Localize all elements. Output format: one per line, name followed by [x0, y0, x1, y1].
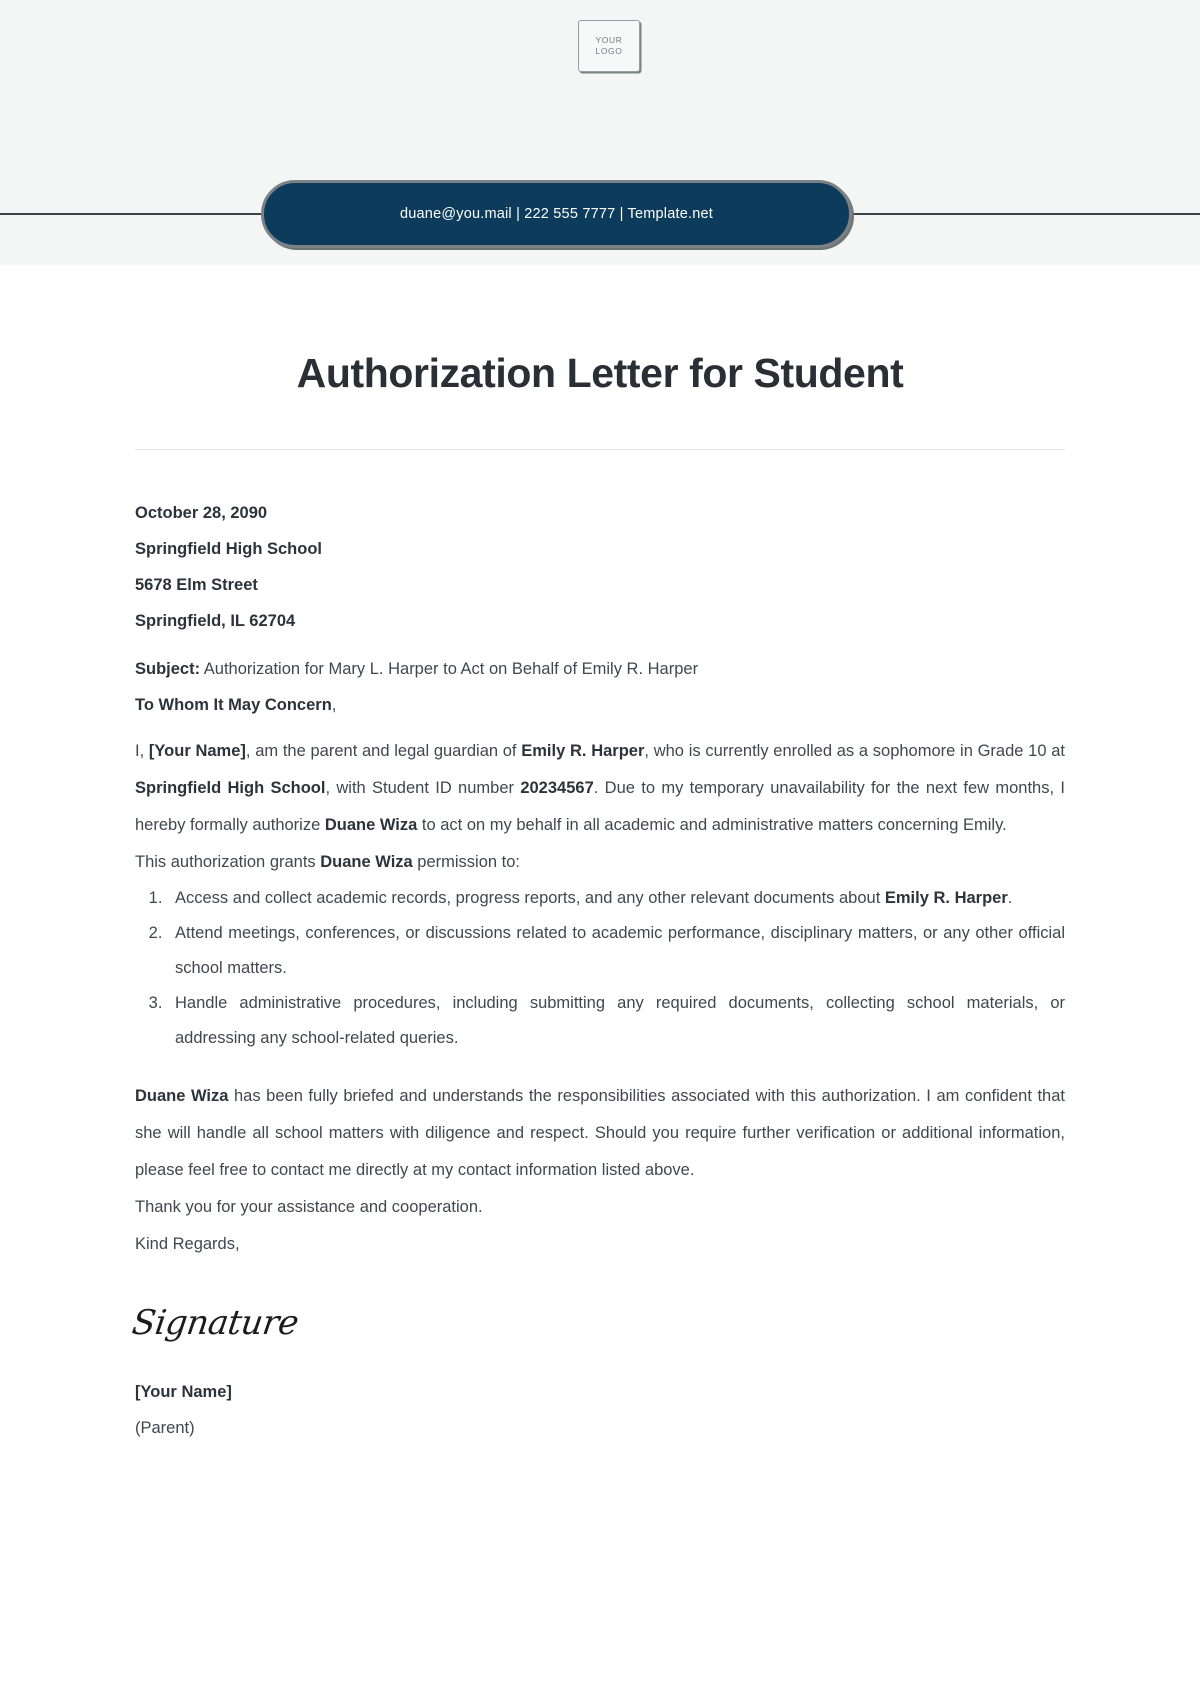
- thanks-line: Thank you for your assistance and cooperation.: [135, 1198, 483, 1216]
- para1-seg3: , who is currently enrolled as a sophomore in Grade 10 at: [644, 742, 1066, 760]
- para1-student-id: 20234567: [520, 779, 594, 797]
- grants-intro-line: [135, 844, 1065, 881]
- para2-authorized-person: Duane Wiza: [135, 1087, 229, 1105]
- recipient-organization: Springfield High School: [135, 540, 322, 558]
- permission-2-text: Attend meetings, conferences, or discussions related to academic performance, disciplinary matters, or any other official school matters.: [175, 924, 1065, 977]
- logo-line-1: YOUR: [595, 35, 623, 45]
- permission-1-tail: .: [1007, 889, 1013, 907]
- subject-line: [135, 651, 1065, 687]
- address-block: [135, 495, 1065, 639]
- recipient-street: 5678 Elm Street: [135, 576, 258, 594]
- permission-1-text: Access and collect academic records, progress reports, and any other relevant documents about: [175, 889, 885, 907]
- para1-seg6: to act on my behalf in all academic and administrative matters concerning Emily.: [417, 816, 1007, 834]
- signature-area: [129, 1263, 1065, 1347]
- salutation-bold: To Whom It May Concern: [135, 696, 332, 714]
- signature-script: Signature: [129, 1303, 301, 1343]
- para1-seg1: I,: [135, 742, 149, 760]
- grants-seg2: permission to:: [412, 853, 521, 871]
- opening-paragraph: [135, 733, 1065, 844]
- para2-text: has been fully briefed and understands the responsibilities associated with this authorization. I am confident that she will handle all school matters with diligence and respect. Should you require further verification or additional information, please feel free to contact me directly at my contact information listed above.: [135, 1087, 1065, 1179]
- grants-seg1: This authorization grants: [135, 853, 321, 871]
- para1-seg4: , with Student ID number: [325, 779, 521, 797]
- para1-school-name: Springfield High School: [135, 779, 326, 797]
- grants-person-name: Duane Wiza: [320, 853, 413, 871]
- subject-label: Subject:: [135, 660, 201, 678]
- logo-line-2: LOGO: [595, 46, 623, 56]
- letterhead-header: [0, 0, 1200, 265]
- subject-text: Authorization for Mary L. Harper to Act on Behalf of Emily R. Harper: [200, 660, 699, 678]
- list-item: [167, 986, 1065, 1056]
- recipient-city-state-zip: Springfield, IL 62704: [135, 612, 296, 630]
- contact-info-banner: [261, 180, 852, 248]
- list-item: [167, 916, 1065, 986]
- list-item: [167, 881, 1065, 916]
- permission-1-bold: Emily R. Harper: [884, 889, 1008, 907]
- your-logo-placeholder: [578, 20, 640, 72]
- para1-authorized-person: Duane Wiza: [324, 816, 418, 834]
- para1-seg2: , am the parent and legal guardian of: [245, 742, 522, 760]
- salutation-comma: ,: [331, 696, 337, 714]
- signer-role: (Parent): [135, 1419, 195, 1437]
- salutation: [135, 687, 1065, 723]
- letter-body: [129, 450, 1066, 1445]
- signer-name: [Your Name]: [135, 1383, 232, 1401]
- para1-seg5: . Due to my temporary unavailability for the next few months, I hereby formally authorize: [135, 779, 1065, 834]
- paragraph-spacer: [135, 1056, 1065, 1078]
- closing-paragraph: [135, 1078, 1065, 1189]
- page-title: Authorization Letter for Student: [296, 350, 904, 396]
- contact-info-text: duane@you.mail | 222 555 7777 | Template.net: [400, 206, 713, 222]
- permission-3-text: Handle administrative procedures, including submitting any required documents, collecting school materials, or addressing any school-related queries.: [175, 994, 1065, 1047]
- para1-your-name: [Your Name]: [148, 742, 246, 760]
- para1-student-name: Emily R. Harper: [521, 742, 645, 760]
- letter-page: [0, 265, 1200, 1445]
- letter-date: October 28, 2090: [135, 504, 268, 522]
- permissions-list: [135, 881, 1065, 1056]
- closing-salutation: Kind Regards,: [135, 1235, 240, 1253]
